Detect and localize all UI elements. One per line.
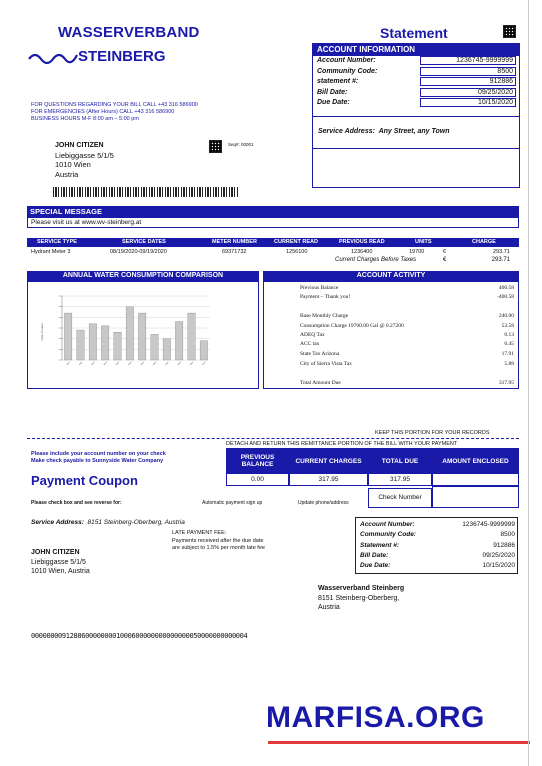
activity-label: Payment – Thank you! (300, 294, 351, 300)
contact-info: FOR QUESTIONS REGARDING YOUR BILL CALL +43 316 586900 FOR EMERGENCIES (After Hours) CALL +43 316 586900 BUSINESS HOURS M-F 8:00 am – 5:00 pm (31, 102, 198, 122)
chart-bar (151, 334, 158, 360)
chart-x-tick (165, 362, 168, 365)
activity-label: Consumption Charge 19700.00 Gal @ 0.27200 (300, 323, 404, 329)
field-label: statement #: (317, 78, 359, 85)
activity-line (300, 341, 514, 347)
field-label: Due Date: (360, 562, 391, 570)
keep-portion-note: KEEP THIS PORTION FOR YOUR RECORDS (375, 430, 490, 436)
chart-bar (89, 324, 96, 360)
activity-line (300, 351, 514, 357)
check-box-note: Please check box and see reverse for: (31, 500, 122, 506)
chart-bar (77, 330, 84, 360)
activity-amount: 0.45 (504, 341, 514, 347)
coupon-service-address: Service Address: 8151 Steinberg-Oberberg, Austria (31, 519, 185, 526)
check-number-label: Check Number (368, 488, 432, 508)
late-fee-note: LATE PAYMENT FEE: Payments received after the due date are subject to 1.5% per month late fee (172, 530, 265, 551)
coupon-account-row (360, 552, 515, 559)
chart-bar (175, 322, 182, 360)
chart-bar (64, 313, 71, 360)
chart-bar (200, 341, 207, 360)
payment-coupon-title: Payment Coupon (31, 473, 138, 488)
activity-label: Base Monthly Charge (300, 313, 349, 319)
company-name-line2: STEINBERG (78, 48, 166, 65)
postal-barcode (53, 187, 238, 197)
watermark-logo: MARFISA.ORG (266, 701, 485, 734)
chart-x-tick (104, 362, 107, 365)
activity-amount: 317.95 (498, 380, 514, 386)
field-label: Bill Date: (317, 88, 348, 96)
update-phone-option[interactable]: Update phone/address (298, 500, 349, 506)
consumption-chart (28, 282, 258, 388)
activity-amount: 5.88 (504, 361, 514, 367)
activity-line (300, 361, 514, 367)
activity-line (300, 323, 514, 329)
field-label: Bill Date: (360, 551, 389, 559)
coupon-account-row (360, 562, 515, 569)
amount-enclosed-header: AMOUNT ENCLOSED (432, 449, 519, 473)
check-number-field[interactable] (432, 486, 519, 508)
chart-y-label: units of water (40, 323, 44, 341)
chart-bar (114, 332, 121, 360)
account-info-row (313, 67, 519, 78)
current-charges-value: 317.95 (289, 473, 368, 486)
chart-bar (188, 313, 195, 360)
watermark-underline (268, 741, 530, 744)
auto-pay-option[interactable]: Automatic payment sign up (202, 500, 263, 506)
account-divider (313, 116, 519, 117)
activity-amount: -400.58 (497, 294, 514, 300)
account-info-rows (313, 56, 519, 109)
activity-label: ACC tax (300, 341, 320, 347)
field-label: Statement #: (360, 541, 400, 549)
account-activity-box (263, 281, 519, 389)
chart-x-tick (128, 362, 131, 365)
account-info-row (313, 77, 519, 88)
field-label: Account Number: (317, 57, 376, 64)
service-table-header: SERVICE TYPE SERVICE DATES METER NUMBER CURRENT READ PREVIOUS READ UNITS CHARGE (27, 238, 519, 247)
sequence-number: Seq#: 00001 (228, 142, 254, 147)
chart-x-tick (190, 362, 193, 365)
consumption-chart-box (27, 281, 259, 389)
activity-amount: 0.13 (504, 332, 514, 338)
activity-label: Total Amount Due (300, 380, 341, 386)
field-value: 10/15/2020 (482, 562, 515, 570)
scan-line: 00000000912886000000001000600000000000000050000000000004 (31, 632, 248, 640)
field-value: 1236745-9999999 (420, 56, 516, 65)
customer-address: JOHN CITIZEN Liebiggasse 5/1/5 1010 Wien Austria (55, 142, 114, 179)
field-value: 912886 (420, 77, 516, 86)
activity-label: ADEQ Tax (300, 332, 325, 338)
chart-x-tick (153, 362, 156, 365)
activity-amount: 17.91 (501, 351, 514, 357)
detach-note: DETACH AND RETURN THIS REMITTANCE PORTION OF THE BILL WITH YOUR PAYMENT (226, 441, 458, 447)
page-edge (528, 0, 529, 766)
chart-x-tick (91, 362, 94, 365)
account-divider (313, 148, 519, 149)
amount-enclosed-field[interactable] (432, 473, 519, 486)
service-address: Service Address: Any Street, any Town (318, 128, 450, 135)
field-value: 8500 (420, 67, 516, 76)
chart-x-tick (116, 362, 119, 365)
field-value: 1236745-9999999 (462, 521, 515, 528)
company-name-line1: WASSERVERBAND (58, 24, 200, 41)
activity-amount: 240.00 (498, 313, 514, 319)
coupon-customer-address: JOHN CITIZEN Liebiggasse 5/1/5 1010 Wien, Austria (31, 549, 90, 575)
field-value: 09/25/2020 (420, 88, 516, 97)
account-info-row (313, 98, 519, 109)
activity-line (300, 285, 514, 291)
chart-x-tick (202, 362, 205, 365)
coupon-account-row (360, 542, 515, 549)
statement-title: Statement (380, 25, 448, 41)
field-value: 8500 (500, 531, 515, 539)
coupon-account-row (360, 531, 515, 538)
current-charges-value: 293.71 (491, 257, 510, 263)
table-row: Hydrant Meter 3 08/19/2020-09/19/2020 69371732 1256100 1236400 19700 € 293.71 (31, 249, 510, 255)
total-due-header: TOTAL DUE (368, 449, 432, 473)
field-label: Community Code: (360, 531, 416, 539)
return-address: Wasserverband Steinberg 8151 Steinberg-Oberberg, Austria (318, 585, 405, 611)
chart-x-tick (67, 362, 70, 365)
previous-balance-value: 0.00 (226, 473, 289, 486)
total-due-value: 317.95 (368, 473, 432, 486)
activity-amount: 53.58 (501, 323, 514, 329)
activity-line (300, 313, 514, 319)
activity-label: Previous Balance (300, 285, 339, 291)
chart-x-tick (141, 362, 144, 365)
account-info-row (313, 56, 519, 67)
field-label: Due Date: (317, 99, 350, 106)
field-label: Community Code: (317, 67, 378, 75)
activity-line (300, 380, 514, 386)
activity-label: City of Sierra Vista Tax (300, 361, 352, 367)
chart-bar (101, 326, 108, 360)
activity-line (300, 294, 514, 300)
account-activity-title: ACCOUNT ACTIVITY (263, 271, 519, 281)
coupon-account-row (360, 521, 515, 528)
activity-label: State Tax Arizona (300, 351, 340, 357)
field-value: 09/25/2020 (482, 551, 515, 559)
account-info-row (313, 88, 519, 99)
field-label: Account Number: (360, 521, 415, 528)
activity-line (300, 332, 514, 338)
current-charges-currency: € (443, 257, 447, 263)
field-value: 912886 (493, 541, 515, 549)
cut-line (27, 438, 519, 439)
previous-balance-header: PREVIOUS BALANCE (226, 449, 289, 473)
special-message-title: SPECIAL MESSAGE (27, 206, 519, 217)
chart-x-tick (178, 362, 181, 365)
current-charges-label: Current Charges Before Taxes (335, 257, 417, 263)
wave-logo-icon (28, 50, 78, 64)
qr-code-icon (209, 140, 222, 153)
payment-instructions: Please include your account number on your check Make check payable to Sunnyside Water Company (31, 451, 166, 464)
consumption-title: ANNUAL WATER CONSUMPTION COMPARISON (27, 271, 259, 281)
special-message-text: Please visit us at www.wv-steinberg.at (27, 217, 519, 228)
chart-x-tick (79, 362, 82, 365)
chart-bar (163, 339, 170, 360)
current-charges-header: CURRENT CHARGES (289, 449, 368, 473)
chart-bar (126, 307, 133, 360)
chart-bar (138, 313, 145, 360)
account-info-title: ACCOUNT INFORMATION (313, 44, 519, 56)
field-value: 10/15/2020 (420, 98, 516, 107)
coupon-account-box (355, 517, 518, 574)
qr-code-icon (503, 25, 516, 38)
activity-amount: 400.58 (498, 285, 514, 291)
